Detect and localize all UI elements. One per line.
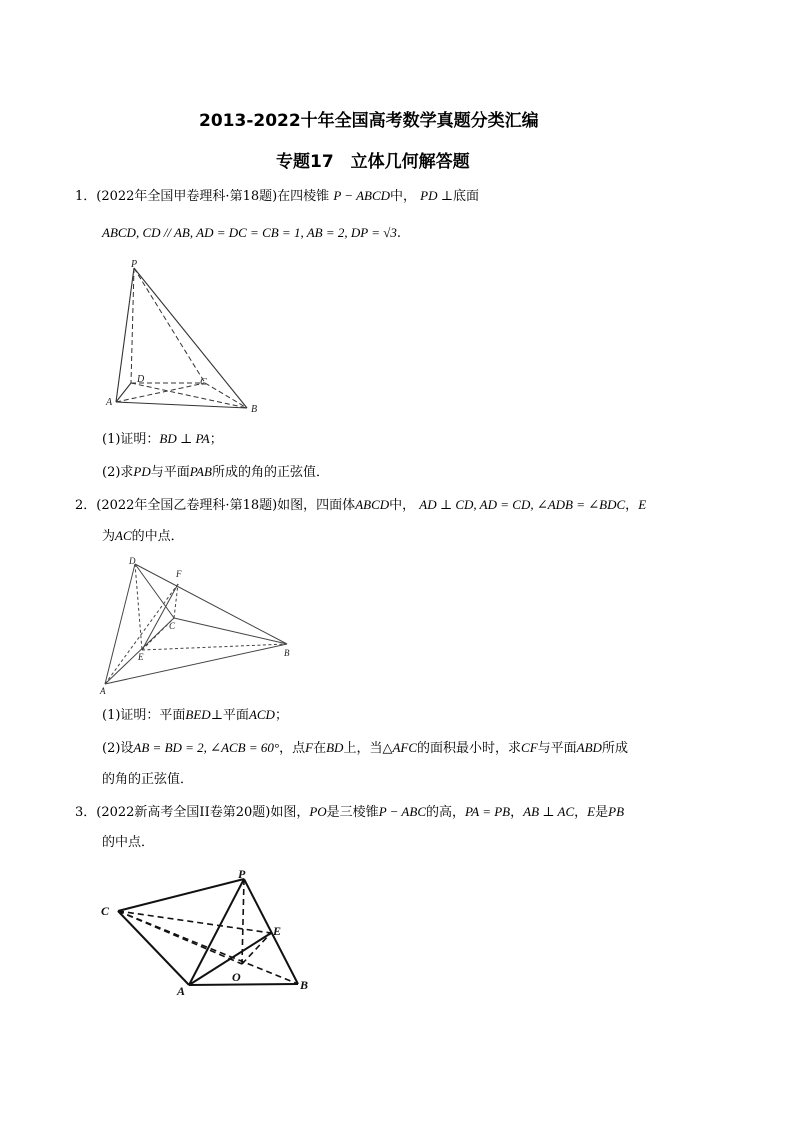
vertex-label-e: E <box>273 924 282 938</box>
question-text: 上，当 <box>343 741 383 756</box>
math-expression: P − ABC <box>378 804 426 819</box>
math-expression: BD <box>326 740 344 755</box>
math-expression: E <box>587 804 596 819</box>
vertex-label-a: A <box>177 984 186 998</box>
question-text: 为 <box>102 529 116 544</box>
question-text: ， <box>625 498 639 513</box>
math-expression: CF <box>521 740 538 755</box>
question-text: ，点 <box>279 741 306 756</box>
math-expression: AC <box>115 528 132 543</box>
question-2-line-2 <box>102 527 184 546</box>
question-text: 与平面 <box>150 465 190 480</box>
vertex-label-d: D <box>129 556 136 566</box>
question-text: 的面积最小时，求 <box>417 741 522 756</box>
math-expression: ABD <box>576 740 602 755</box>
page-title: 2013-2022十年全国高考数学真题分类汇编 <box>199 111 539 131</box>
vertex-label-c: C <box>200 377 207 388</box>
question-1-line-2 <box>102 224 401 243</box>
vertex-label-a: A <box>100 686 106 696</box>
vertex-label-e: E <box>138 652 144 662</box>
math-expression: E <box>638 497 647 512</box>
question-1-part-2 <box>102 463 329 482</box>
vertex-label-d: D <box>137 374 145 385</box>
math-expression: AB = BD = 2, ∠ACB = 60° <box>133 740 280 755</box>
question-text: ； <box>209 432 223 447</box>
math-expression: AD ⊥ CD, AD = CD, ∠ADB = ∠BDC <box>419 497 626 512</box>
part-label: (1)证明：平面 <box>102 708 186 723</box>
question-text: 的角的正弦值． <box>102 772 194 787</box>
math-expression: ACD <box>248 707 275 722</box>
question-text: ⊥平面 <box>210 708 249 723</box>
math-expression: △AFC <box>382 740 418 755</box>
question-number: 1． <box>75 189 97 204</box>
question-text: 中， <box>390 189 417 204</box>
question-text: ， <box>574 805 588 820</box>
math-expression: BED <box>185 707 211 722</box>
question-text: ， <box>510 805 524 820</box>
question-text: 中， <box>389 498 416 513</box>
math-expression: BD ⊥ PA <box>159 431 210 446</box>
vertex-label-b: B <box>251 404 258 415</box>
question-2-part-1 <box>102 706 288 725</box>
figure-pyramid-p-abcd <box>100 255 270 420</box>
part-label: (1)证明： <box>102 432 160 447</box>
question-text: 是三棱锥 <box>326 805 379 820</box>
question-text: 在 <box>313 741 327 756</box>
question-2-part-2 <box>102 739 628 758</box>
question-3-line-2 <box>102 834 154 852</box>
question-source: (2022年全国乙卷理科·第18题)如图，四面体 <box>96 498 356 513</box>
question-text: 的中点． <box>131 529 184 544</box>
math-expression: F <box>305 740 314 755</box>
question-text: 与平面 <box>537 741 577 756</box>
question-2-line-1 <box>75 496 646 515</box>
vertex-label-f: F <box>176 569 182 579</box>
vertex-label-p: P <box>238 867 246 881</box>
math-expression: PA = PB <box>465 804 511 819</box>
math-expression: ABCD <box>355 497 390 512</box>
question-text: ； <box>274 708 288 723</box>
part-label: (2)设 <box>102 741 134 756</box>
question-text: 是 <box>595 805 609 820</box>
vertex-label-b: B <box>300 978 309 992</box>
vertex-label-c: C <box>169 621 176 631</box>
question-2-part-2-line-2 <box>102 771 193 789</box>
question-number: 3． <box>75 805 97 820</box>
page-subtitle: 专题17 立体几何解答题 <box>276 152 470 172</box>
vertex-label-p: P <box>131 259 138 270</box>
vertex-label-c: C <box>101 904 110 918</box>
question-text: 所成的角的正弦值． <box>211 465 329 480</box>
vertex-label-a: A <box>106 397 113 408</box>
math-expression: AB ⊥ AC <box>523 804 575 819</box>
question-source: (2022年全国甲卷理科·第18题)在四棱锥 <box>96 189 330 204</box>
math-expression: P − ABCD <box>333 188 391 203</box>
question-1-line-1 <box>75 187 479 206</box>
question-3-line-1 <box>75 803 624 822</box>
math-expression: ABCD, CD // AB, AD = DC = CB = 1, AB = 2, DP = √3 <box>102 225 397 240</box>
question-text: 所成 <box>601 741 628 756</box>
figure-triangular-pyramid-p-abc <box>96 865 321 1000</box>
math-expression: PB <box>608 804 625 819</box>
math-expression: PD ⊥ <box>420 188 453 203</box>
question-1-part-1 <box>102 430 223 449</box>
question-text: 的高， <box>425 805 465 820</box>
question-number: 2． <box>75 498 97 513</box>
math-expression: PD <box>133 464 151 479</box>
figure-tetrahedron-abcd <box>97 555 297 697</box>
question-source: (2022新高考全国II卷第20题)如图， <box>96 805 310 820</box>
question-text: 的中点． <box>102 835 155 850</box>
vertex-label-o: O <box>232 970 241 984</box>
question-text: . <box>396 226 402 241</box>
vertex-label-b: B <box>284 648 290 658</box>
math-expression: PO <box>309 804 327 819</box>
part-label: (2)求 <box>102 465 134 480</box>
math-expression: PAB <box>189 464 212 479</box>
question-text: 底面 <box>452 189 479 204</box>
